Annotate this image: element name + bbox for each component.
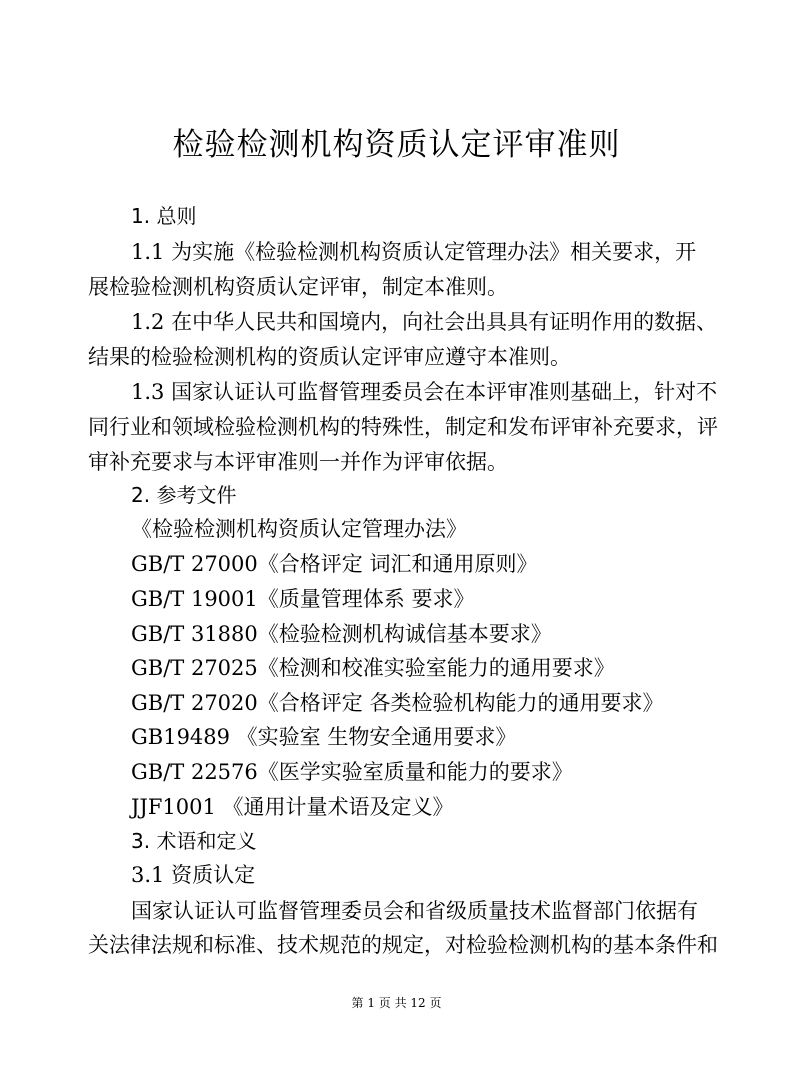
reference-item: 《检验检测机构资质认定管理办法》 bbox=[131, 517, 467, 541]
paragraph-1-2-line-2: 结果的检验检测机构的资质认定评审应遵守本准则。 bbox=[88, 345, 571, 369]
reference-item: GB/T 27025《检测和校准实验室能力的通用要求》 bbox=[131, 656, 615, 680]
reference-item: GB/T 22576《医学实验室质量和能力的要求》 bbox=[131, 760, 573, 784]
paragraph-1-3-line-1: 1.3 国家认证认可监督管理委员会在本评审准则基础上，针对不 bbox=[131, 380, 718, 404]
document-title: 检验检测机构资质认定评审准则 bbox=[172, 127, 621, 163]
reference-item: GB/T 19001《质量管理体系 要求》 bbox=[131, 587, 475, 611]
paragraph-1-3-line-2: 同行业和领域检验检测机构的特殊性，制定和发布评审补充要求，评 bbox=[88, 415, 718, 439]
reference-item: GB19489 《实验室 生物安全通用要求》 bbox=[131, 725, 517, 749]
paragraph-3-1-line-1: 国家认证认可监督管理委员会和省级质量技术监督部门依据有 bbox=[131, 899, 698, 923]
paragraph-1-1-line-2: 展检验检测机构资质认定评审，制定本准则。 bbox=[88, 275, 508, 299]
reference-item: GB/T 27000《合格评定 词汇和通用原则》 bbox=[131, 552, 538, 576]
reference-item: GB/T 31880《检验检测机构诚信基本要求》 bbox=[131, 622, 552, 646]
paragraph-3-1-line-2: 关法律法规和标准、技术规范的规定，对检验检测机构的基本条件和 bbox=[88, 933, 718, 957]
paragraph-1-3-line-3: 审补充要求与本评审准则一并作为评审依据。 bbox=[88, 450, 508, 474]
section-heading-general: 1. 总则 bbox=[131, 204, 197, 228]
paragraph-1-1-line-1: 1.1 为实施《检验检测机构资质认定管理办法》相关要求，开 bbox=[131, 240, 697, 264]
reference-item: JJF1001 《通用计量术语及定义》 bbox=[131, 795, 454, 819]
page-number-footer: 第 1 页 共 12 页 bbox=[351, 996, 442, 1010]
section-heading-references: 2. 参考文件 bbox=[131, 483, 237, 507]
paragraph-1-2-line-1: 1.2 在中华人民共和国境内，向社会出具具有证明作用的数据、 bbox=[131, 310, 718, 334]
subsection-heading-qualification: 3.1 资质认定 bbox=[131, 863, 256, 887]
reference-item: GB/T 27020《合格评定 各类检验机构能力的通用要求》 bbox=[131, 691, 664, 715]
section-heading-terms: 3. 术语和定义 bbox=[131, 829, 257, 853]
